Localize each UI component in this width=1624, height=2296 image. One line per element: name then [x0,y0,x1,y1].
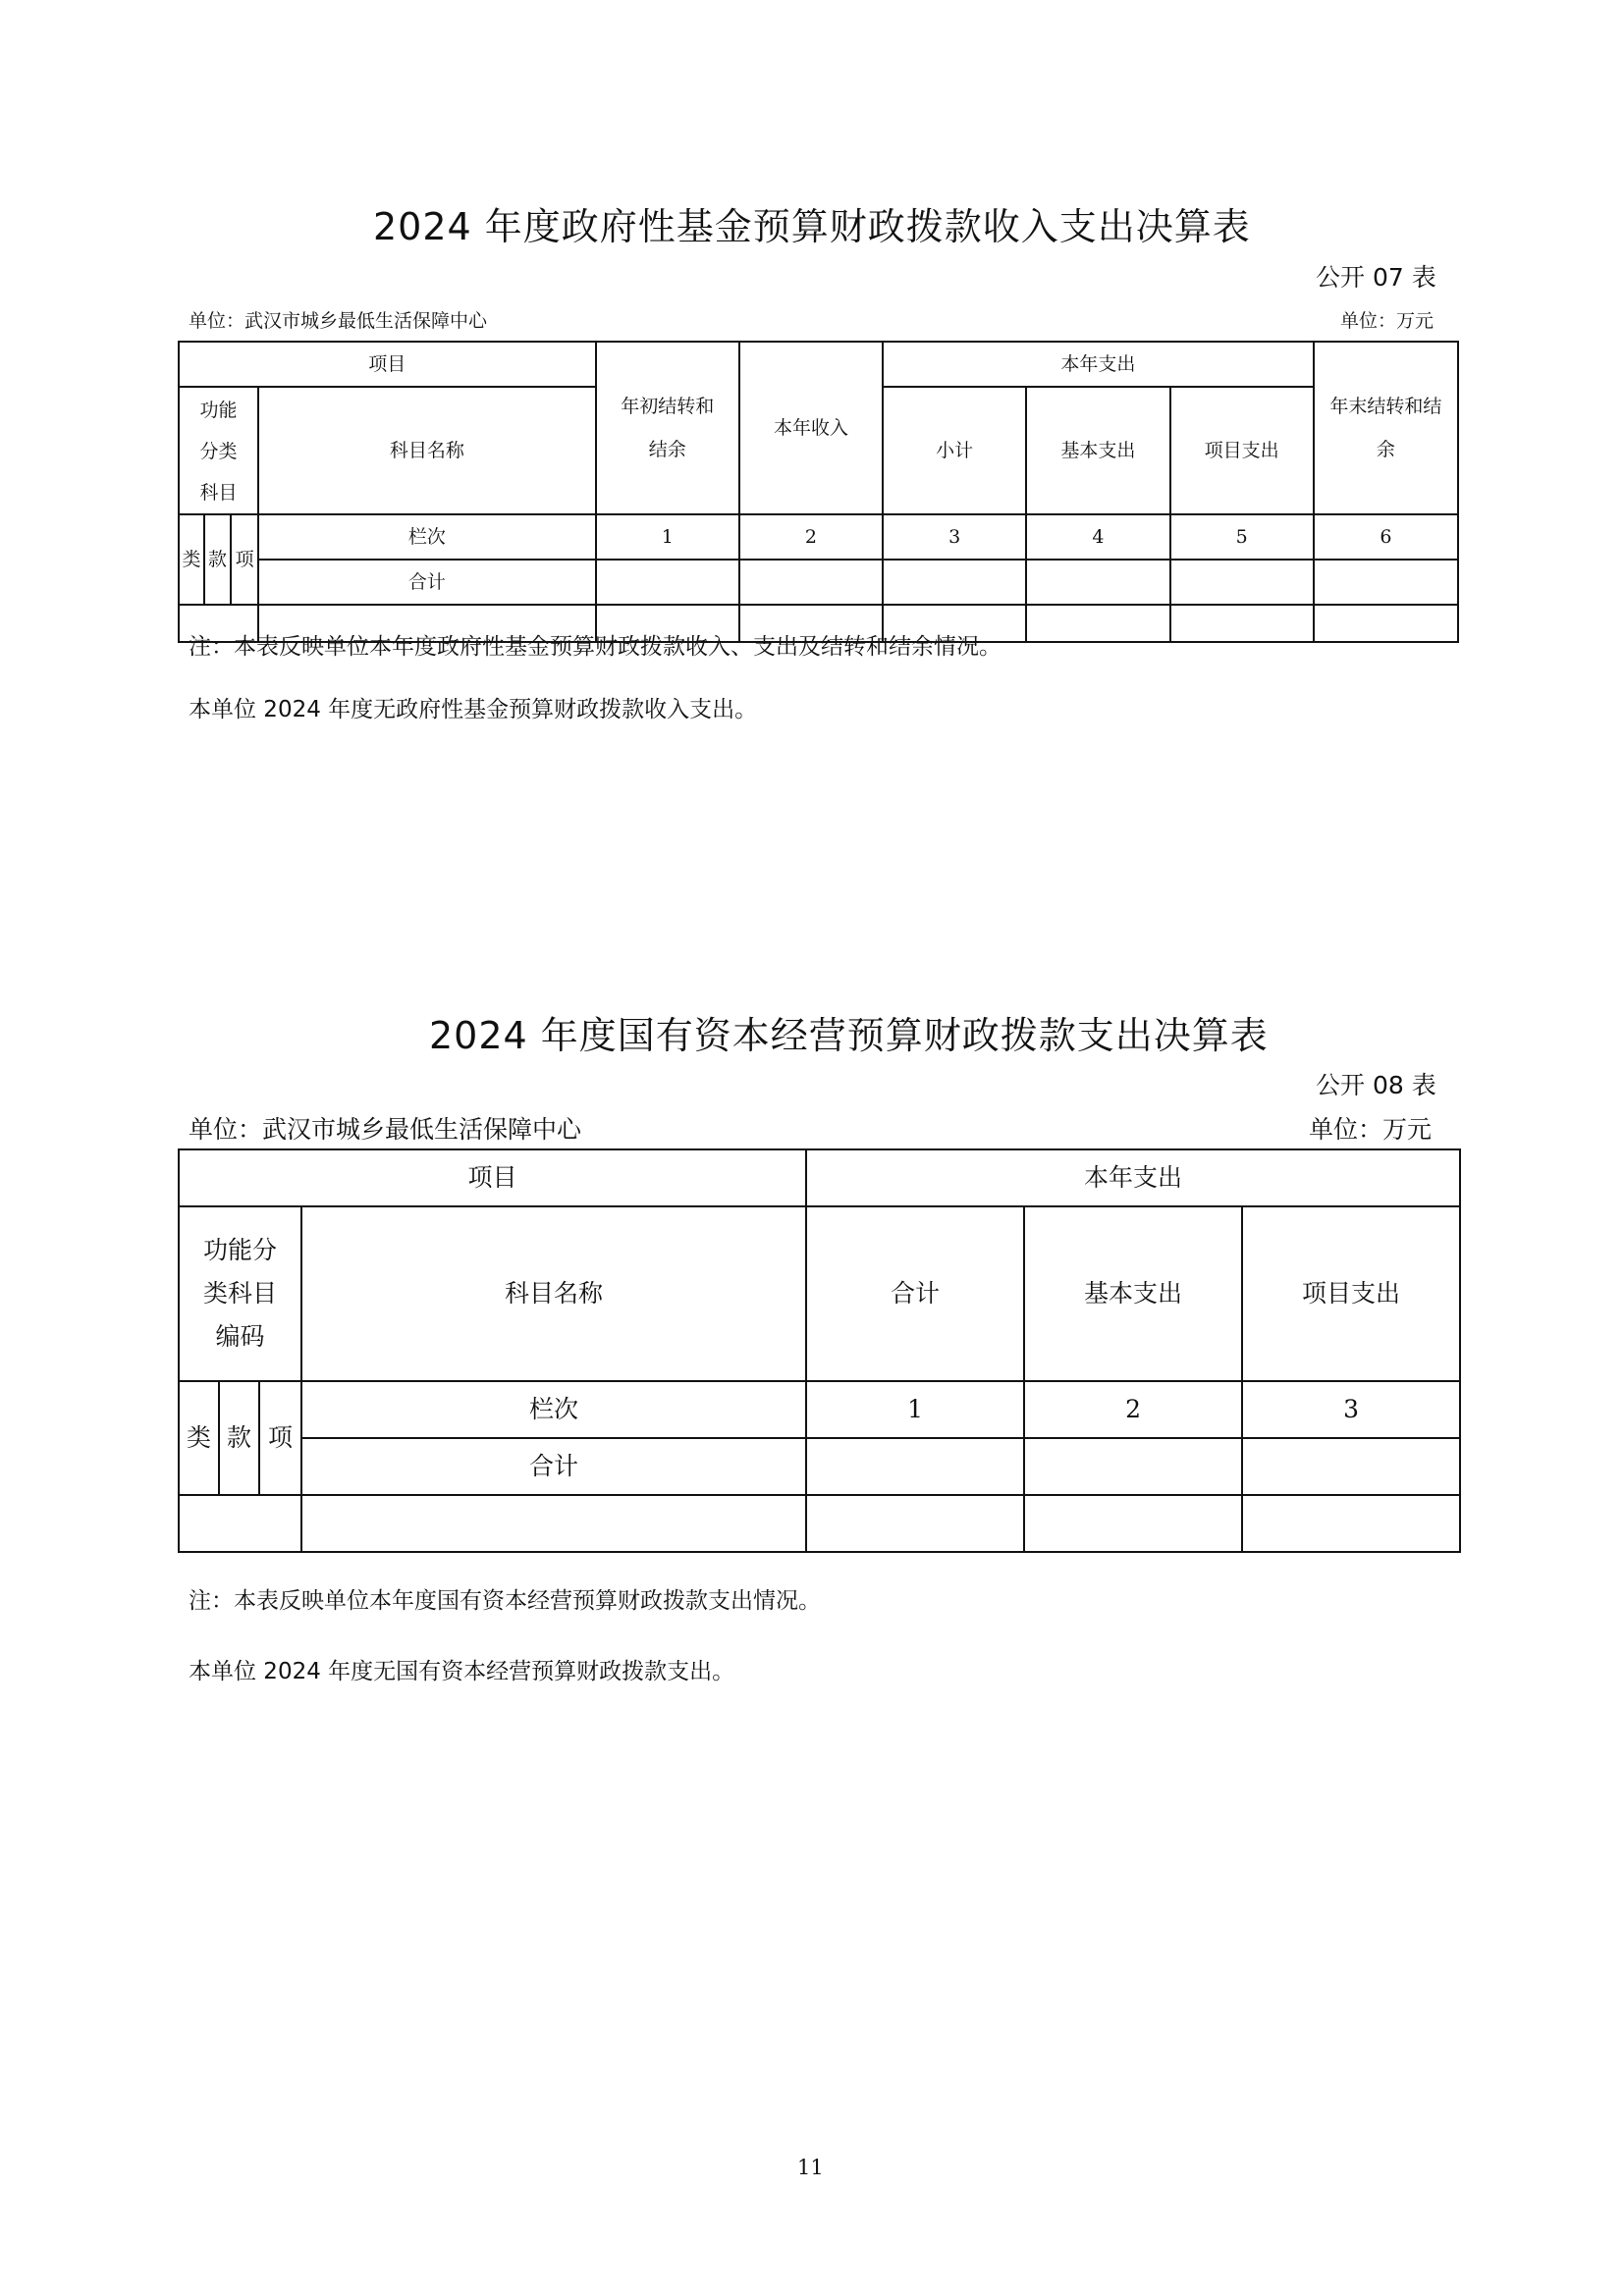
empty-cell [806,1438,1024,1495]
header-lei: 类 [179,1381,219,1495]
header-kuan: 款 [219,1381,259,1495]
empty-cell [1170,605,1314,642]
col-num: 4 [1026,514,1169,560]
header-expense: 本年支出 [883,342,1314,387]
empty-cell [806,1495,1024,1552]
col-num: 6 [1314,514,1458,560]
empty-cell [596,560,739,605]
table07-statement: 本单位 2024 年度无政府性基金预算财政拨款收入支出。 [189,697,758,722]
empty-cell [301,1495,806,1552]
header-subject-name: 科目名称 [258,387,596,514]
header-xiang: 项 [231,514,258,605]
empty-cell [1242,1438,1460,1495]
column-row-label: 栏次 [258,514,596,560]
header-xiang: 项 [259,1381,301,1495]
empty-cell [1026,605,1169,642]
header-income: 本年收入 [739,342,883,514]
header-subject-name: 科目名称 [301,1206,806,1381]
col-num: 2 [1024,1381,1242,1438]
table07-unit-right: 单位：万元 [1340,310,1435,332]
col-num: 3 [883,514,1026,560]
header-end-balance: 年末结转和结 余 [1314,342,1458,514]
header-kuan: 款 [204,514,231,605]
empty-cell [1242,1495,1460,1552]
table08-note: 注：本表反映单位本年度国有资本经营预算财政拨款支出情况。 [189,1588,821,1614]
table08-code: 公开 08 表 [1316,1071,1436,1099]
header-begin-balance: 年初结转和 结余 [596,342,739,514]
table08-unit-left: 单位：武汉市城乡最低生活保障中心 [189,1115,582,1144]
header-project-exp: 项目支出 [1170,387,1314,514]
header-subtotal: 小计 [883,387,1026,514]
header-func-class: 功能 分类 科目 [179,387,258,514]
header-total: 合计 [806,1206,1024,1381]
table08-statement: 本单位 2024 年度无国有资本经营预算财政拨款支出。 [189,1659,735,1684]
header-project: 项目 [179,342,596,387]
table07-note: 注：本表反映单位本年度政府性基金预算财政拨款收入、支出及结转和结余情况。 [189,634,1001,660]
total-row-label: 合计 [301,1438,806,1495]
column-row-label: 栏次 [301,1381,806,1438]
col-num: 1 [806,1381,1024,1438]
col-num: 3 [1242,1381,1460,1438]
header-basic: 基本支出 [1024,1206,1242,1381]
table08 [178,1148,1461,1553]
header-project: 项目 [179,1149,806,1206]
page-number: 11 [797,2156,824,2179]
col-num: 5 [1170,514,1314,560]
table08-title: 2024 年度国有资本经营预算财政拨款支出决算表 [429,1014,1269,1057]
empty-cell [883,560,1026,605]
table07-title: 2024 年度政府性基金预算财政拨款收入支出决算表 [373,205,1251,248]
empty-cell [1170,560,1314,605]
header-project-exp: 项目支出 [1242,1206,1460,1381]
table08-unit-right: 单位：万元 [1309,1115,1433,1144]
header-basic: 基本支出 [1026,387,1169,514]
empty-cell [739,560,883,605]
table07-code: 公开 07 表 [1316,263,1436,292]
empty-cell [1024,1495,1242,1552]
empty-cell [179,1495,301,1552]
header-lei: 类 [179,514,204,605]
col-num: 2 [739,514,883,560]
empty-cell [1314,605,1458,642]
header-func-class: 功能分 类科目 编码 [179,1206,301,1381]
col-num: 1 [596,514,739,560]
table07 [178,341,1459,643]
header-expense: 本年支出 [806,1149,1460,1206]
total-row-label: 合计 [258,560,596,605]
empty-cell [1314,560,1458,605]
empty-cell [1024,1438,1242,1495]
empty-cell [1026,560,1169,605]
table07-unit-left: 单位：武汉市城乡最低生活保障中心 [189,310,488,332]
